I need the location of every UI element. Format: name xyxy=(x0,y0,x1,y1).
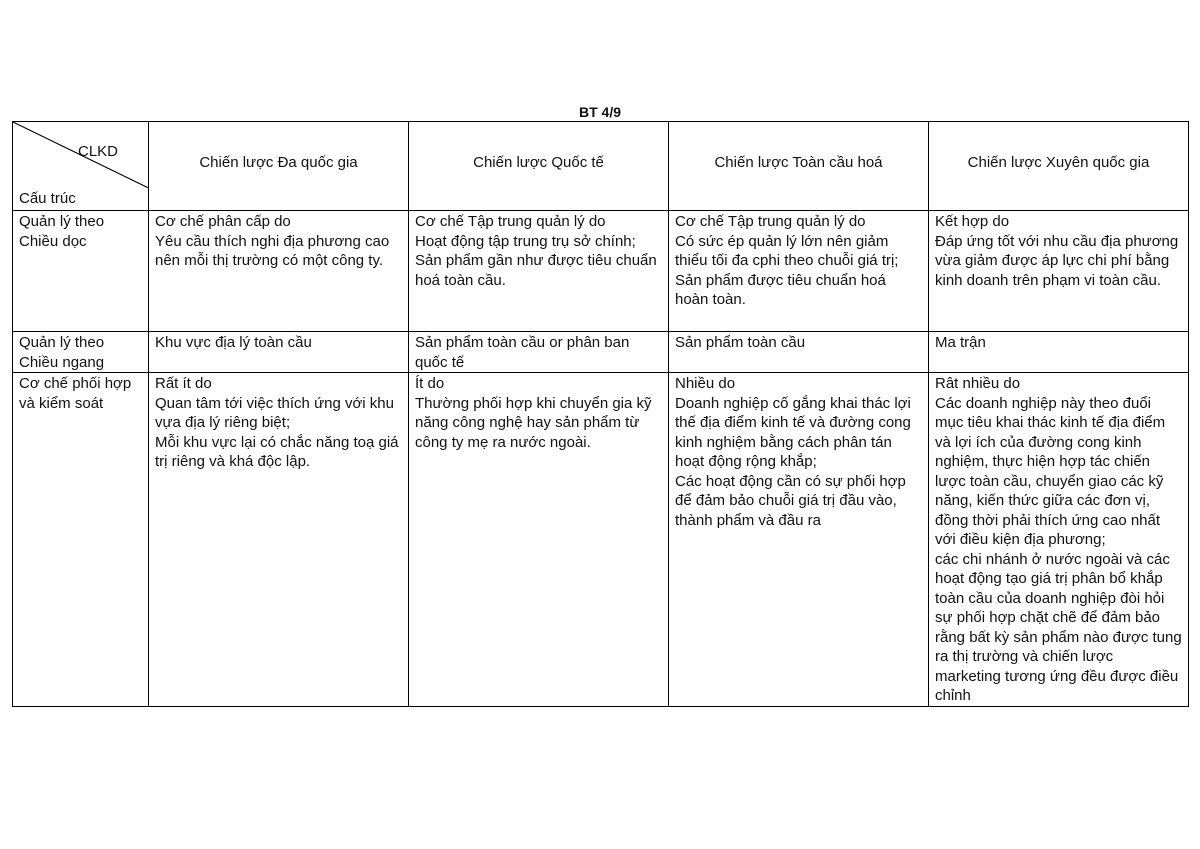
corner-label-clkd: CLKD xyxy=(77,143,118,160)
table-row-horizontal-management xyxy=(13,332,1189,373)
table-header-row xyxy=(13,122,1189,211)
corner-header-cell xyxy=(13,122,149,211)
table-cell: Rât nhiều do Các doanh nghiệp này theo đuổi mục tiêu khai thác kinh tế địa điểm và lợi ích của đường cong kinh nghiệm, thực hiện hợp tác chiến lược toàn cầu, chuyển giao các kỹ năng, kiến thức giữa các đơn vị, đồng thời phải thích ứng cao nhất với điều kiện địa phương; các chi nhánh ở nước ngoài và các hoạt động tạo giá trị phân bổ khắp toàn cầu của doanh nghiệp đòi hỏi sự phối hợp chặt chẽ để đảm bảo rằng bất kỳ sản phẩm nào được tung ra thị trường và chiến lược marketing tương ứng đều được điều chỉnh xyxy=(929,373,1189,707)
table-cell: Ma trận xyxy=(929,332,1189,373)
row-label-coordination-control: Cơ chế phối hợp và kiểm soát xyxy=(13,373,149,707)
table-cell: Sản phẩm toàn cầu xyxy=(669,332,929,373)
table-cell: Cơ chế Tập trung quản lý do Có sức ép quản lý lớn nên giảm thiểu tối đa cphi theo chuỗi giá trị; Sản phẩm được tiêu chuẩn hoá hoàn toàn. xyxy=(669,211,929,332)
table-cell: Rất ít do Quan tâm tới việc thích ứng với khu vựa địa lý riêng biệt; Mỗi khu vực lại có chắc năng toạ giá trị riêng và khá độc lập. xyxy=(149,373,409,707)
table-cell: Kết hợp do Đáp ứng tốt với nhu cầu địa phương vừa giảm được áp lực chi phí bằng kinh doanh trên phạm vi toàn cầu. xyxy=(929,211,1189,332)
table-cell: Sản phẩm toàn cầu or phân ban quốc tế xyxy=(409,332,669,373)
table-cell: Nhiều do Doanh nghiệp cố gắng khai thác lợi thế địa điểm kinh tế và đường cong kinh nghiệm bằng cách phân tán hoạt động rộng khắp; Các hoạt động cần có sự phối hợp để đảm bảo chuỗi giá trị đầu vào, thành phẩm và đầu ra xyxy=(669,373,929,707)
column-header-global: Chiến lược Toàn cầu hoá xyxy=(669,122,929,211)
table-row-coordination-control xyxy=(13,373,1189,707)
document-title: BT 4/9 xyxy=(578,104,621,120)
table-cell: Ít do Thường phối hợp khi chuyển gia kỹ năng công nghệ hay sản phẩm từ công ty mẹ ra nước ngoài. xyxy=(409,373,669,707)
row-label-vertical-management: Quản lý theo Chiều dọc xyxy=(13,211,149,332)
column-header-multidomestic: Chiến lược Đa quốc gia xyxy=(149,122,409,211)
table-cell: Cơ chế Tập trung quản lý do Hoạt động tập trung trụ sở chính; Sản phẩm gần như được tiêu chuẩn hoá toàn cầu. xyxy=(409,211,669,332)
table-cell: Cơ chế phân cấp do Yêu cầu thích nghi địa phương cao nên mỗi thị trường có một công ty. xyxy=(149,211,409,332)
table-row-vertical-management xyxy=(13,211,1189,332)
column-header-international: Chiến lược Quốc tế xyxy=(409,122,669,211)
strategy-comparison-table xyxy=(12,121,1189,707)
row-label-horizontal-management: Quản lý theo Chiều ngang xyxy=(13,332,149,373)
table-cell: Khu vực địa lý toàn cầu xyxy=(149,332,409,373)
column-header-transnational: Chiến lược Xuyên quốc gia xyxy=(929,122,1189,211)
corner-label-structure: Cấu trúc xyxy=(19,189,76,207)
